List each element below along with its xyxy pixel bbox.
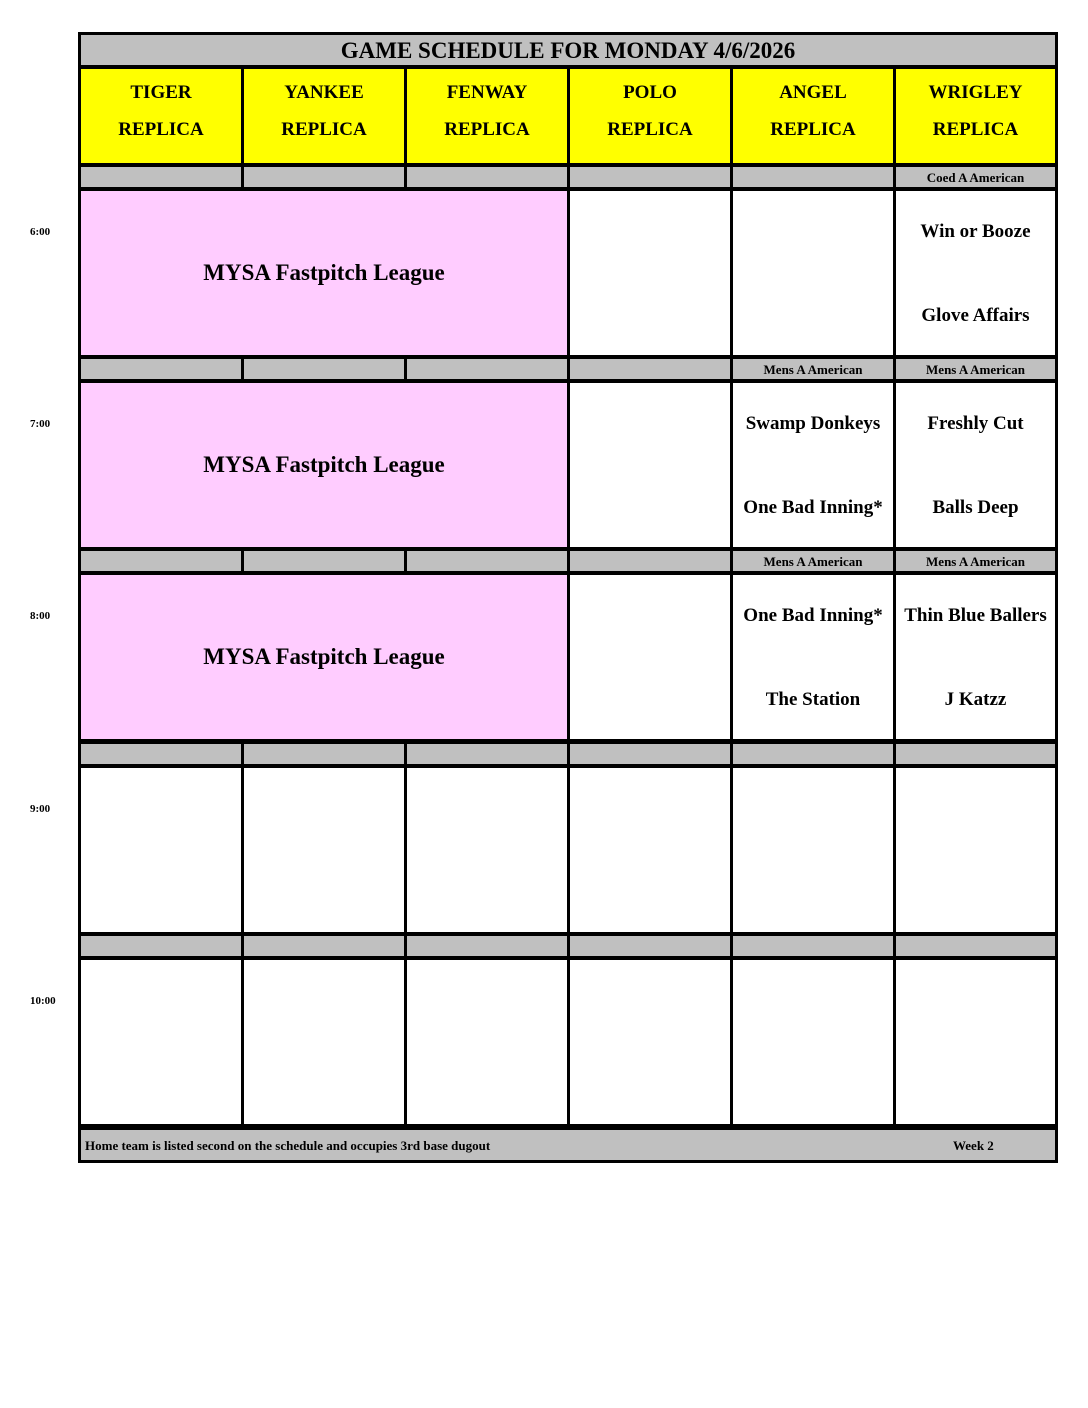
- division-bar: Mens A American: [893, 356, 1058, 382]
- game-cell-wrigley: [893, 957, 1058, 1127]
- game-cell-polo: [567, 765, 733, 935]
- field-sub: REPLICA: [770, 119, 856, 140]
- division-bar: [730, 933, 896, 959]
- division-bar: [730, 164, 896, 190]
- time-label: 6:00: [30, 226, 51, 238]
- division-bar: [241, 356, 407, 382]
- away-team: Swamp Donkeys: [745, 413, 881, 434]
- field-header-angel: [730, 66, 896, 166]
- time-label: 9:00: [30, 803, 51, 815]
- division-bar: [78, 548, 244, 574]
- game-cell-polo: [567, 957, 733, 1127]
- home-team-note: Home team is listed second on the schedule and occupies 3rd base dugout: [85, 1138, 491, 1153]
- division-bar: [567, 933, 733, 959]
- home-team: The Station: [765, 689, 861, 710]
- away-team: Freshly Cut: [927, 413, 1024, 434]
- field-header-wrigley: [893, 66, 1058, 166]
- division-bar: [404, 548, 570, 574]
- time-label: 10:00: [30, 995, 56, 1007]
- division-bar: [78, 741, 244, 767]
- division-bar: [567, 356, 733, 382]
- field-name: WRIGLEY: [928, 82, 1023, 103]
- division-bar: [241, 933, 407, 959]
- division-bar: [404, 933, 570, 959]
- field-name: FENWAY: [446, 82, 528, 103]
- division-bar: Coed A American: [893, 164, 1058, 190]
- field-header-yankee: [241, 66, 407, 166]
- division-bar: [893, 741, 1058, 767]
- field-sub: REPLICA: [118, 119, 204, 140]
- field-sub: REPLICA: [281, 119, 367, 140]
- home-team: Glove Affairs: [921, 305, 1030, 326]
- game-cell-angel: [730, 765, 896, 935]
- division-bar: [78, 933, 244, 959]
- field-name: POLO: [623, 82, 677, 103]
- field-name: TIGER: [130, 82, 192, 103]
- division-bar: Mens A American: [893, 548, 1058, 574]
- division-bar: [78, 356, 244, 382]
- division-bar: Mens A American: [730, 356, 896, 382]
- time-label: 8:00: [30, 610, 51, 622]
- game-cell-polo: [567, 572, 733, 742]
- home-team: One Bad Inning*: [743, 497, 883, 518]
- division-bar: [404, 741, 570, 767]
- game-cell-fenway: [404, 765, 570, 935]
- game-cell-angel: [730, 957, 896, 1127]
- division-bar: Mens A American: [730, 548, 896, 574]
- schedule-footer: [78, 1127, 1058, 1163]
- game-cell-yankee: [241, 765, 407, 935]
- game-cell-wrigley: [893, 188, 1058, 358]
- league-block: MYSA Fastpitch League: [78, 188, 570, 358]
- away-team: One Bad Inning*: [743, 605, 883, 626]
- league-block: MYSA Fastpitch League: [78, 380, 570, 550]
- division-bar: [241, 741, 407, 767]
- game-cell-angel: [730, 188, 896, 358]
- league-block: MYSA Fastpitch League: [78, 572, 570, 742]
- game-cell-polo: [567, 188, 733, 358]
- field-sub: REPLICA: [607, 119, 693, 140]
- home-team: J Katzz: [944, 689, 1007, 710]
- division-bar: [893, 933, 1058, 959]
- division-bar: [241, 548, 407, 574]
- away-team: Win or Booze: [920, 221, 1031, 242]
- game-cell-polo: [567, 380, 733, 550]
- division-bar: [78, 164, 244, 190]
- game-cell-tiger: [78, 765, 244, 935]
- field-name: ANGEL: [779, 82, 847, 103]
- division-bar: [730, 741, 896, 767]
- home-team: Balls Deep: [932, 497, 1019, 518]
- division-bar: [404, 164, 570, 190]
- game-cell-wrigley: [893, 380, 1058, 550]
- field-header-fenway: [404, 66, 570, 166]
- division-bar: [404, 356, 570, 382]
- week-label: Week 2: [953, 1138, 994, 1153]
- division-bar: [241, 164, 407, 190]
- game-cell-angel: [730, 572, 896, 742]
- away-team: Thin Blue Ballers: [904, 605, 1047, 626]
- field-sub: REPLICA: [932, 119, 1019, 140]
- game-cell-angel: [730, 380, 896, 550]
- game-cell-tiger: [78, 957, 244, 1127]
- field-name: YANKEE: [284, 82, 364, 103]
- game-cell-yankee: [241, 957, 407, 1127]
- field-header-polo: [567, 66, 733, 166]
- time-label: 7:00: [30, 418, 51, 430]
- division-bar: [567, 164, 733, 190]
- field-sub: REPLICA: [444, 119, 530, 140]
- division-bar: [567, 741, 733, 767]
- schedule-title: GAME SCHEDULE FOR MONDAY 4/6/2026: [78, 32, 1058, 68]
- field-header-tiger: [78, 66, 244, 166]
- game-cell-fenway: [404, 957, 570, 1127]
- game-cell-wrigley: [893, 572, 1058, 742]
- game-cell-wrigley: [893, 765, 1058, 935]
- division-bar: [567, 548, 733, 574]
